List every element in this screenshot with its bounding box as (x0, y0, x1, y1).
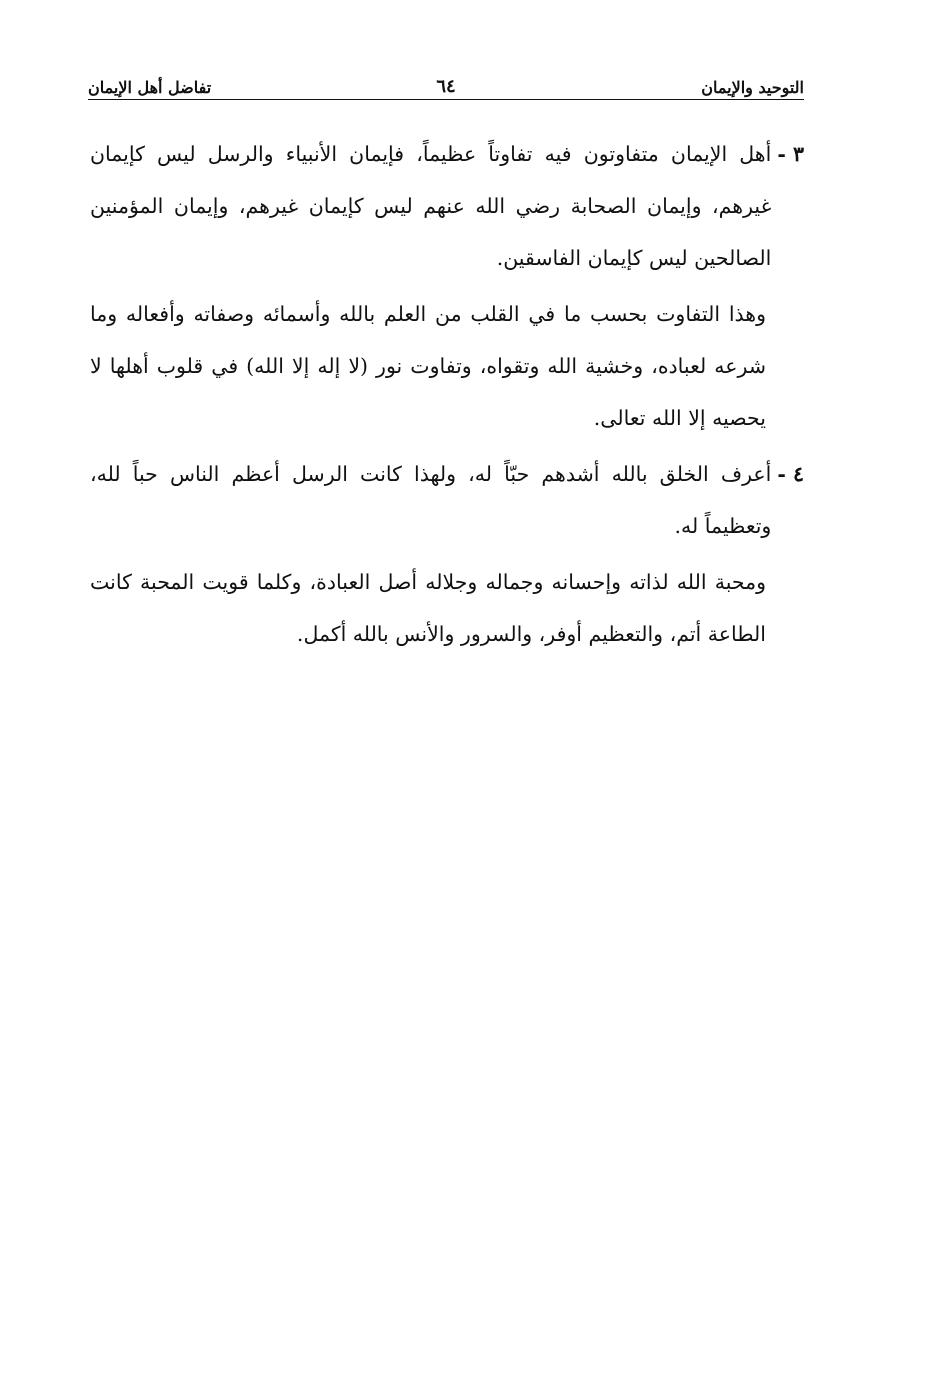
paragraph-2: ومحبة الله لذاته وإحسانه وجماله وجلاله أصل العبادة، وكلما قويت المحبة كانت الطاعة أتم، والتعظيم أوفر، والسرور والأنس بالله أكمل. (90, 570, 766, 646)
item-text-3: أهل الإيمان متفاوتون فيه تفاوتاً عظيماً، فإيمان الأنبياء والرسل ليس كإيمان غيرهم، وإيمان الصحابة رضي الله عنهم ليس كإيمان غيرهم، وإيمان المؤمنين الصالحين ليس كإيمان الفاسقين. (90, 142, 772, 270)
page-number: ٦٤ (436, 76, 456, 97)
running-header (88, 70, 804, 100)
list-item-4 (90, 448, 804, 552)
item-text-4: أعرف الخلق بالله أشدهم حبّاً له، ولهذا كانت الرسل أعظم الناس حباً لله، وتعظيماً له. (90, 462, 772, 538)
page-body (90, 128, 804, 660)
chapter-title: تفاضل أهل الإيمان (88, 78, 212, 97)
item-number-3: ٣ - (777, 142, 804, 166)
paragraph-1: وهذا التفاوت بحسب ما في القلب من العلم بالله وأسمائه وصفاته وأفعاله وما شرعه لعباده، وخشية الله وتقواه، وتفاوت نور (لا إله إلا الله) في قلوب أهلها لا يحصيه إلا الله تعالى. (90, 302, 766, 430)
list-item-3 (90, 128, 804, 284)
item-number-4: ٤ - (777, 462, 804, 486)
book-title: التوحيد والإيمان (701, 78, 804, 97)
